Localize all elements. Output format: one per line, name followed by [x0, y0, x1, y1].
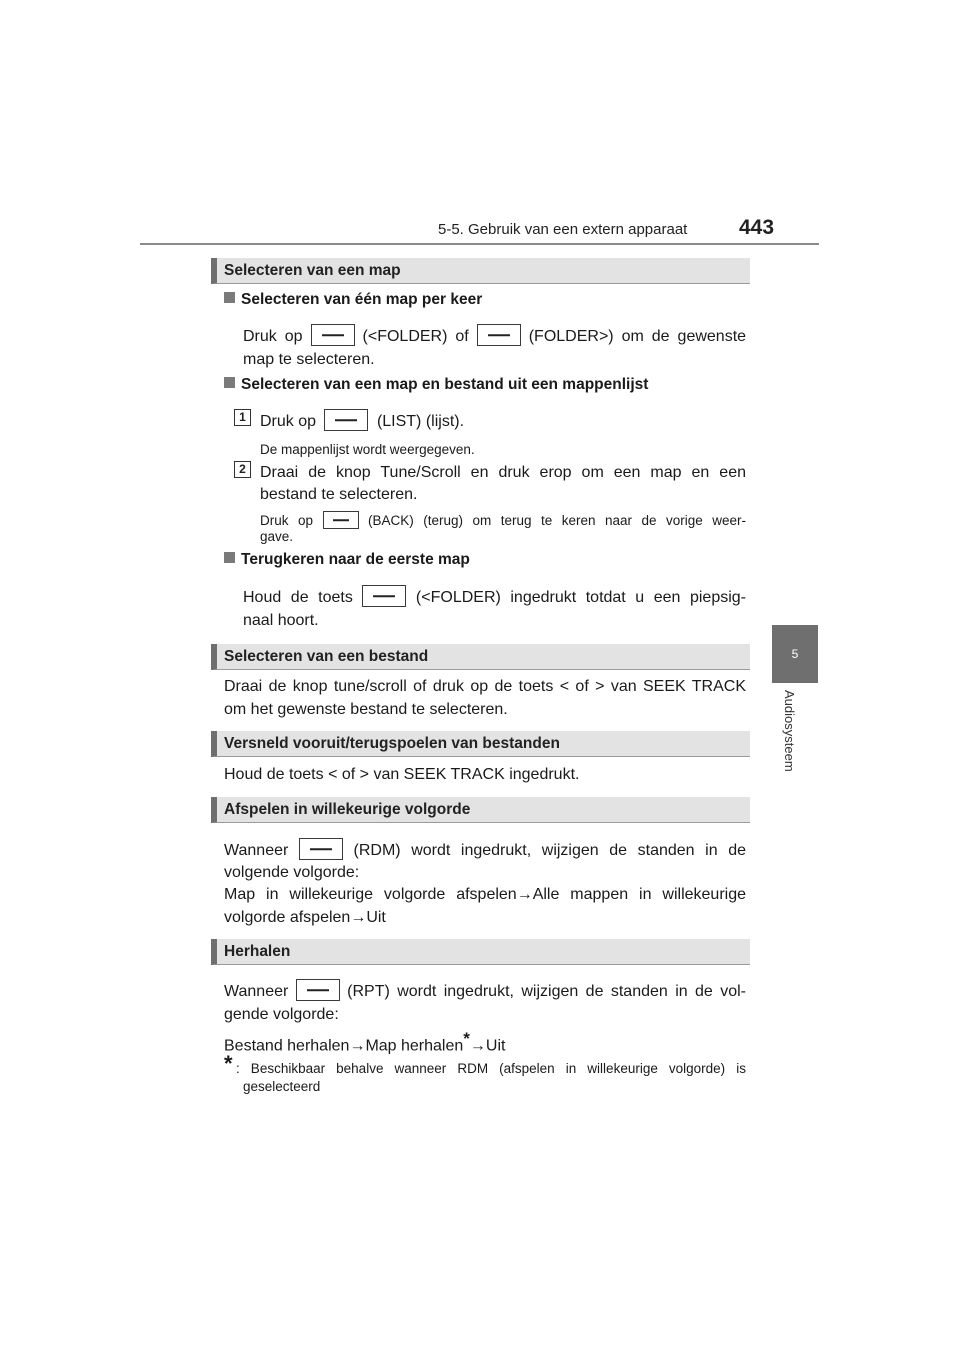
step-2-note: Druk op (BACK) (terug) om terug te keren naar de vorige weer-: [260, 513, 746, 528]
section-heading-repeat: [211, 939, 750, 965]
section-title: Selecteren van een bestand: [224, 648, 429, 665]
arrow-right-icon: →: [350, 909, 367, 926]
page-header-title: 5-5. Gebruik van een extern apparaat: [438, 221, 688, 238]
paragraph-repeat: Wanneer (RPT) wordt ingedrukt, wijzigen de standen in de vol-: [224, 979, 746, 1003]
step-2-note-continuation: gave.: [260, 529, 294, 544]
rpt-button-icon: [296, 979, 340, 1001]
step-1-note: De mappenlijst wordt weergegeven.: [260, 442, 475, 457]
square-bullet-icon: [224, 377, 235, 388]
footnote-marker: *: [463, 1029, 470, 1048]
back-button-icon: [323, 511, 359, 529]
section-heading-file: [211, 644, 750, 670]
paragraph-select-file: Draai de knop tune/scroll of druk op de toets < of > van SEEK TRACK: [224, 678, 746, 695]
section-heading-random: [211, 797, 750, 823]
square-bullet-icon: [224, 552, 235, 563]
header-rule: [140, 243, 819, 245]
random-sequence: Map in willekeurige volgorde afspelen→Alle mappen in willekeurige: [224, 886, 746, 903]
chapter-tab: 5: [772, 625, 818, 683]
paragraph-random: Wanneer (RDM) wordt ingedrukt, wijzigen de standen in de: [224, 838, 746, 862]
section-heading-fast-forward: [211, 731, 750, 757]
arrow-right-icon: →: [516, 886, 533, 903]
paragraph-continuation: gende volgorde:: [224, 1006, 339, 1023]
step-number-2: 2: [234, 461, 251, 478]
step-2-text-continuation: bestand te selecteren.: [260, 486, 418, 503]
repeat-sequence: Bestand herhalen→Map herhalen*→Uit: [224, 1029, 506, 1055]
step-2-text: Draai de knop Tune/Scroll en druk erop om een map en een: [260, 464, 746, 481]
footnote-star: *: [224, 1051, 233, 1076]
paragraph-fast-forward: Houd de toets < of > van SEEK TRACK ingedrukt.: [224, 766, 580, 783]
paragraph-continuation: om het gewenste bestand te selecteren.: [224, 701, 508, 718]
folder-next-button-icon: [477, 324, 521, 346]
subheading-first-folder: Terugkeren naar de eerste map: [224, 551, 470, 569]
section-title: Herhalen: [224, 943, 291, 960]
square-bullet-icon: [224, 292, 235, 303]
paragraph-continuation: naal hoort.: [243, 612, 319, 629]
subheading-select-one-folder: Selecteren van één map per keer: [224, 291, 482, 309]
random-sequence-continuation: volgorde afspelen→Uit: [224, 909, 386, 926]
page-number: 443: [739, 216, 775, 239]
folder-prev-button-icon: [362, 585, 406, 607]
section-title: Afspelen in willekeurige volgorde: [224, 801, 471, 818]
chapter-name: Audiosysteem: [782, 690, 797, 772]
folder-prev-button-icon: [311, 324, 355, 346]
footnote-text: : Beschikbaar behalve wanneer RDM (afspelen in willekeurige volgorde) is: [236, 1061, 746, 1076]
step-1-text: Druk op (LIST) (lijst).: [260, 409, 464, 433]
section-title: Versneld vooruit/terugspoelen van bestanden: [224, 735, 560, 752]
section-title: Selecteren van een map: [224, 262, 401, 279]
paragraph-continuation: volgende volgorde:: [224, 864, 360, 881]
paragraph-first-folder: Houd de toets (<FOLDER) ingedrukt totdat u een piepsig-: [243, 585, 746, 609]
arrow-right-icon: →: [349, 1037, 366, 1055]
rdm-button-icon: [299, 838, 343, 860]
arrow-right-icon: →: [469, 1037, 486, 1055]
list-button-icon: [324, 409, 368, 431]
section-heading-map: [211, 258, 750, 284]
paragraph-select-one-folder: Druk op (<FOLDER) of (FOLDER>) om de gewenste: [243, 324, 746, 348]
footnote-text-continuation: geselecteerd: [243, 1079, 321, 1094]
paragraph-continuation: map te selecteren.: [243, 351, 375, 368]
subheading-folder-list: Selecteren van een map en bestand uit een mappenlijst: [224, 376, 648, 394]
step-number-1: 1: [234, 409, 251, 426]
